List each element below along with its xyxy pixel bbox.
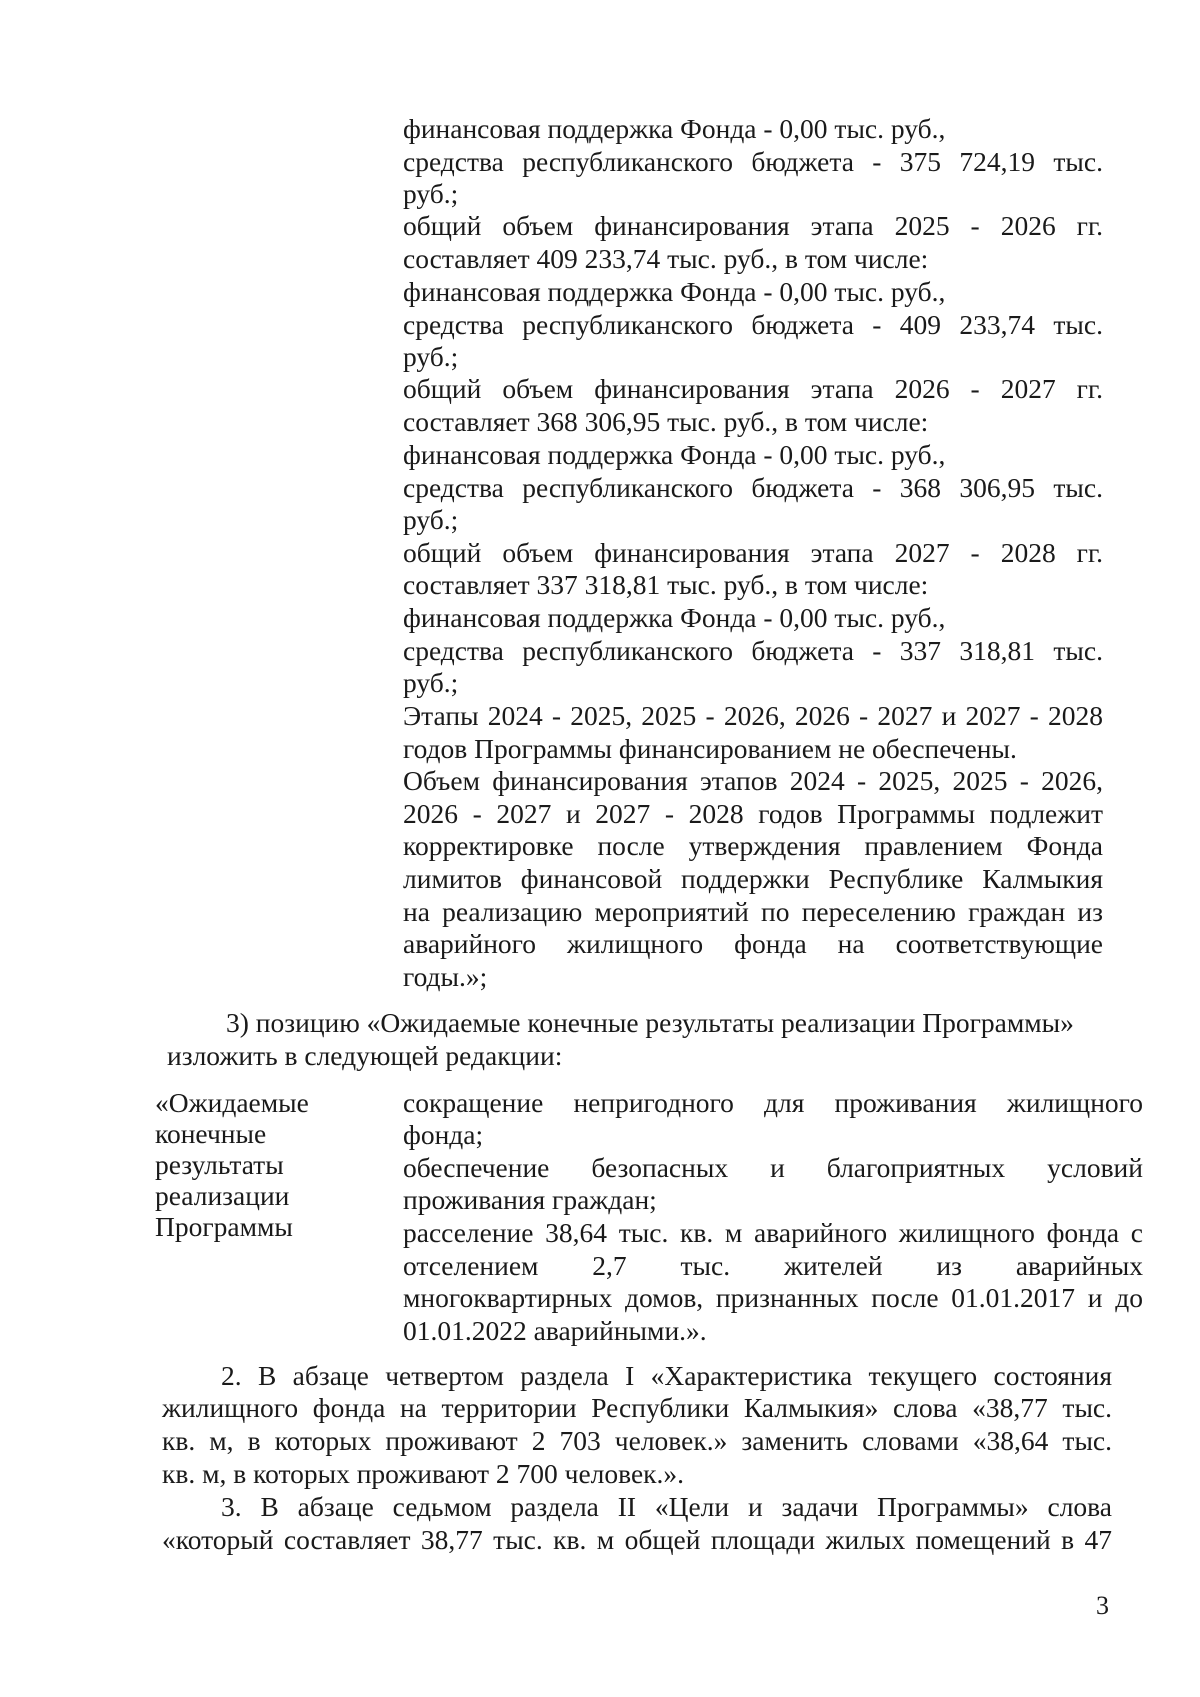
paragraph-2-line: кв. м, в которых проживают 2 700 человек.». bbox=[162, 1458, 685, 1489]
financing-line: руб.; bbox=[403, 341, 459, 372]
financing-line: средства республиканского бюджета - 337 318,81 тыс. bbox=[403, 635, 1103, 666]
financing-line: составляет 409 233,74 тыс. руб., в том числе: bbox=[403, 243, 929, 274]
financing-line: финансовая поддержка Фонда - 0,00 тыс. руб., bbox=[403, 602, 946, 633]
results-value-line: 01.01.2022 аварийными.». bbox=[403, 1315, 707, 1346]
paragraph-2-line: жилищного фонда на территории Республики Калмыкия» слова «38,77 тыс. bbox=[162, 1392, 1112, 1423]
results-label-line: реализации bbox=[155, 1180, 290, 1211]
financing-line: лимитов финансовой поддержки Республике Калмыкия bbox=[403, 863, 1103, 894]
paragraph-2-line: 2. В абзаце четвертом раздела I «Характеристика текущего состояния bbox=[221, 1360, 1112, 1391]
financing-line: на реализацию мероприятий по переселению граждан из bbox=[403, 896, 1103, 927]
financing-line: составляет 337 318,81 тыс. руб., в том числе: bbox=[403, 569, 929, 600]
results-value-line: обеспечение безопасных и благоприятных условий bbox=[403, 1152, 1143, 1183]
results-label-line: результаты bbox=[155, 1149, 284, 1180]
page-number: 3 bbox=[1096, 1591, 1109, 1620]
item-3-line: изложить в следующей редакции: bbox=[167, 1040, 563, 1071]
paragraph-3-line: 3. В абзаце седьмом раздела II «Цели и задачи Программы» слова bbox=[221, 1491, 1112, 1522]
results-label-line: конечные bbox=[155, 1118, 267, 1149]
results-value-line: многоквартирных домов, признанных после 01.01.2017 и до bbox=[403, 1282, 1143, 1313]
financing-line: Объем финансирования этапов 2024 - 2025, 2025 - 2026, bbox=[403, 765, 1103, 796]
financing-line: 2026 - 2027 и 2027 - 2028 годов Программы подлежит bbox=[403, 798, 1103, 829]
results-value-line: отселением 2,7 тыс. жителей из аварийных bbox=[403, 1250, 1143, 1281]
financing-line: финансовая поддержка Фонда - 0,00 тыс. руб., bbox=[403, 276, 946, 307]
financing-line: общий объем финансирования этапа 2025 - 2026 гг. bbox=[403, 210, 1103, 241]
results-label-line: «Ожидаемые bbox=[155, 1087, 309, 1118]
financing-line: составляет 368 306,95 тыс. руб., в том числе: bbox=[403, 406, 929, 437]
financing-line: руб.; bbox=[403, 667, 459, 698]
financing-line: Этапы 2024 - 2025, 2025 - 2026, 2026 - 2027 и 2027 - 2028 bbox=[403, 700, 1103, 731]
results-value-line: сокращение непригодного для проживания жилищного bbox=[403, 1087, 1143, 1118]
financing-line: руб.; bbox=[403, 504, 459, 535]
financing-line: средства республиканского бюджета - 409 233,74 тыс. bbox=[403, 309, 1103, 340]
financing-line: общий объем финансирования этапа 2026 - 2027 гг. bbox=[403, 373, 1103, 404]
results-value-line: расселение 38,64 тыс. кв. м аварийного жилищного фонда с bbox=[403, 1217, 1143, 1248]
financing-line: годов Программы финансированием не обеспечены. bbox=[403, 733, 1017, 764]
results-value-line: проживания граждан; bbox=[403, 1184, 657, 1215]
financing-line: средства республиканского бюджета - 375 724,19 тыс. bbox=[403, 146, 1103, 177]
paragraph-2-line: кв. м, в которых проживают 2 703 человек.» заменить словами «38,64 тыс. bbox=[162, 1425, 1112, 1456]
financing-line: финансовая поддержка Фонда - 0,00 тыс. руб., bbox=[403, 439, 946, 470]
paragraph-3-line: «который составляет 38,77 тыс. кв. м общей площади жилых помещений в 47 bbox=[162, 1524, 1112, 1555]
financing-line: финансовая поддержка Фонда - 0,00 тыс. руб., bbox=[403, 113, 946, 144]
financing-line: годы.»; bbox=[403, 961, 488, 992]
results-value-line: фонда; bbox=[403, 1119, 484, 1150]
financing-line: общий объем финансирования этапа 2027 - 2028 гг. bbox=[403, 537, 1103, 568]
financing-line: аварийного жилищного фонда на соответствующие bbox=[403, 928, 1103, 959]
item-3-line: 3) позицию «Ожидаемые конечные результаты реализации Программы» bbox=[226, 1007, 1074, 1038]
financing-line: руб.; bbox=[403, 178, 459, 209]
results-label-line: Программы bbox=[155, 1211, 293, 1242]
financing-line: средства республиканского бюджета - 368 306,95 тыс. bbox=[403, 472, 1103, 503]
financing-line: корректировке после утверждения правлением Фонда bbox=[403, 830, 1103, 861]
